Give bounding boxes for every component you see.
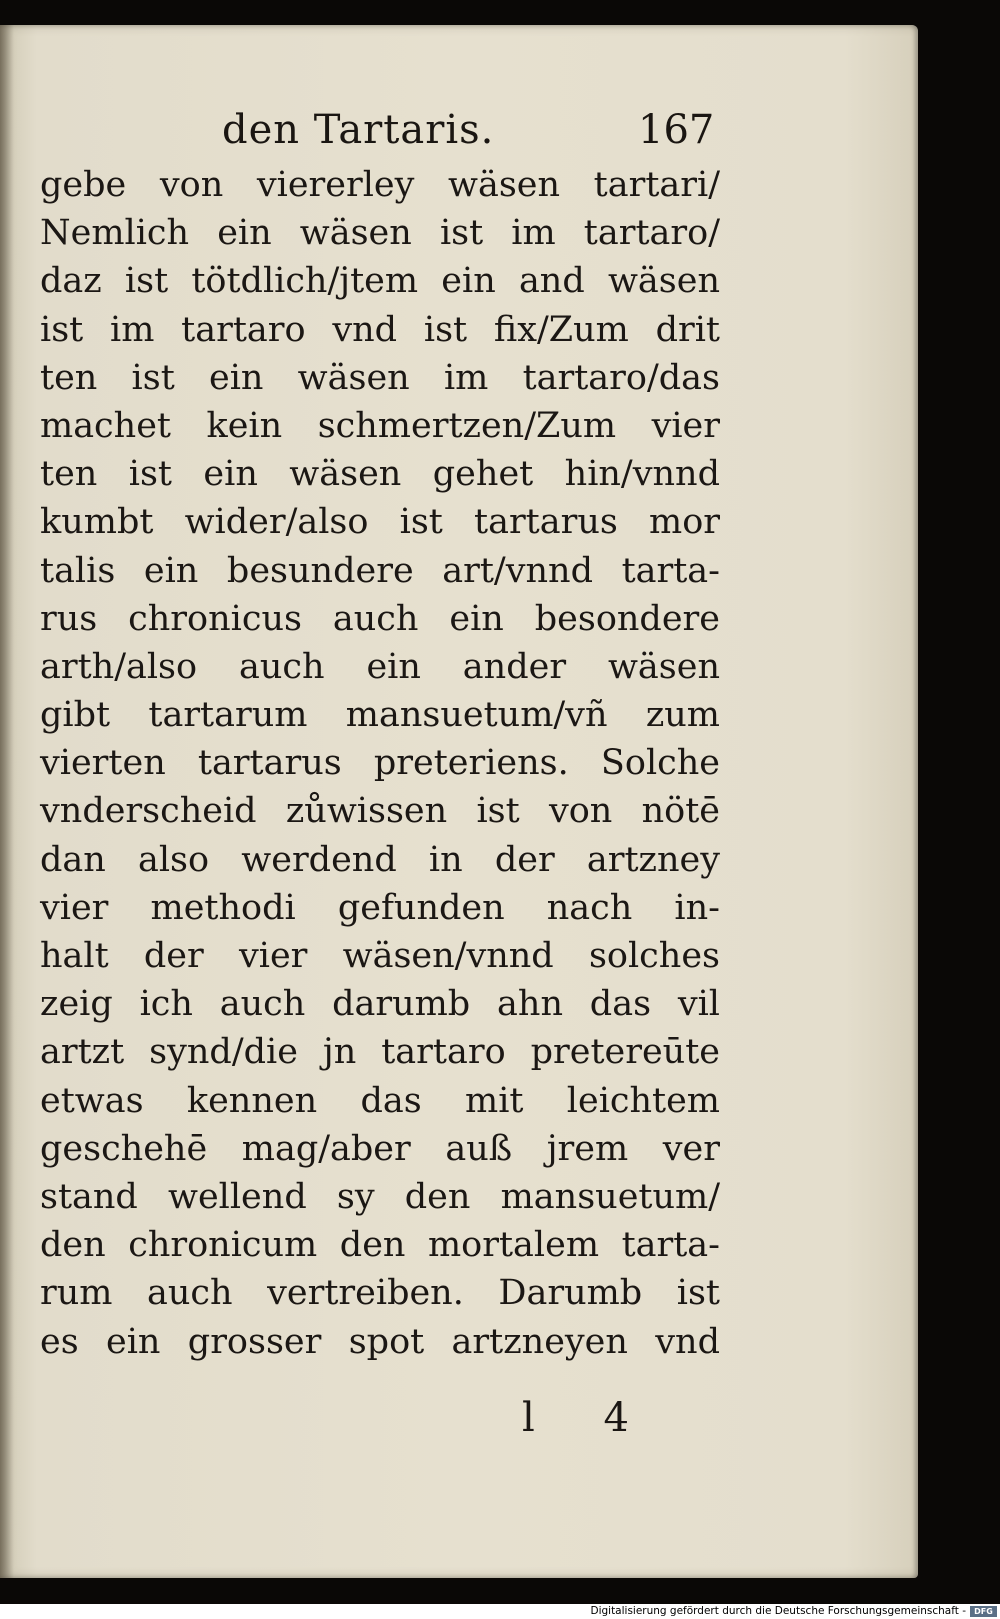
text-line: geschehē mag/aber auß jrem ver [40, 1128, 720, 1169]
text-line: daz ist tötdlich/jtem ein and wäsen [40, 261, 720, 302]
text-line: halt der vier wäsen/vnnd solches [40, 936, 720, 976]
body-text [40, 161, 720, 1366]
signature-mark: l 4 [522, 1395, 657, 1441]
text-line: gibt tartarum mansuetum/vñ zum [40, 695, 720, 736]
text-line: gebe von viererley wäsen tartari/ [40, 165, 720, 205]
text-line: machet kein schmertzen/Zum vier [40, 405, 720, 446]
text-line: kumbt wider/also ist tartarus mor [40, 502, 720, 543]
running-head: den Tartaris. [222, 107, 495, 153]
text-line: Nemlich ein wäsen ist im tartaro/ [40, 213, 720, 254]
text-line: vier methodi gefunden nach in- [40, 887, 720, 928]
text-line: dan also werdend in der artzney [40, 839, 720, 880]
text-line: artzt synd/die jn tartaro pretereūte [40, 1032, 720, 1073]
text-line: rum auch vertreiben. Darumb ist [40, 1273, 720, 1314]
paper-sheet [0, 25, 918, 1578]
text-line: etwas kennen das mit leichtem [40, 1080, 720, 1121]
text-line: talis ein besundere art/vnnd tarta- [40, 550, 720, 591]
text-line: stand wellend sy den mansuetum/ [40, 1176, 720, 1217]
text-line: ist im tartaro vnd ist fix/Zum drit [40, 309, 720, 350]
text-line: es ein grosser spot artzneyen vnd [40, 1321, 720, 1362]
text-line: zeig ich auch darumb ahn das vil [40, 984, 720, 1025]
text-line: vnderscheid zůwissen ist von nötē [40, 791, 720, 832]
page-number: 167 [638, 107, 715, 153]
text-line: arth/also auch ein ander wäsen [40, 646, 720, 687]
text-line: vierten tartarus preteriens. Solche [40, 743, 720, 784]
text-line: rus chronicus auch ein besondere [40, 598, 720, 639]
gutter-shadow [0, 25, 14, 1578]
funding-credit: Digitalisierung gefördert durch die Deutsche Forschungsgemeinschaft - [590, 1605, 966, 1617]
text-line: ten ist ein wäsen im tartaro/das [40, 357, 720, 398]
dfg-logo-icon: DFG [970, 1606, 997, 1617]
footer-bar [0, 1604, 1000, 1619]
text-line: ten ist ein wäsen gehet hin/vnnd [40, 454, 720, 495]
text-line: den chronicum den mortalem tarta- [40, 1225, 720, 1266]
